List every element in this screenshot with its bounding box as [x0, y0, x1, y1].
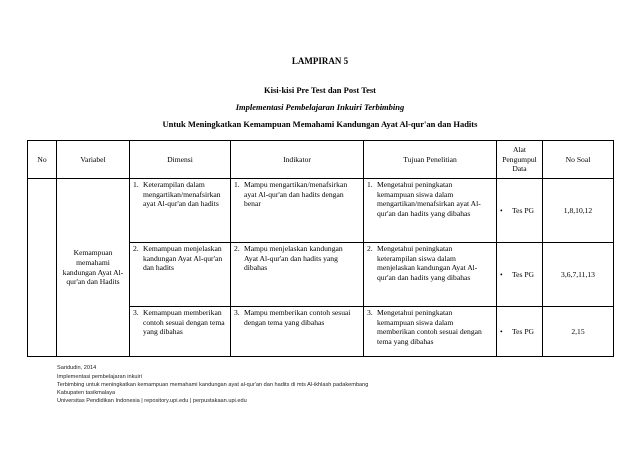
dimensi-text: Keterampilan dalam mengartikan/menafsirkan ayat Al-qur'an dan hadits [143, 180, 221, 209]
tujuan-number: 3. [367, 308, 373, 317]
dimensi-number: 1. [133, 180, 139, 189]
no-soal-cell: 2,15 [543, 307, 614, 357]
indikator-cell [231, 243, 364, 307]
column-header-indikator: Indikator [231, 141, 364, 179]
indikator-text: Mampu menjelaskan kandungan Ayat Al-qur'an dan hadits yang dibahas [244, 244, 343, 273]
indikator-number: 1. [234, 180, 240, 189]
dimensi-number: 3. [133, 308, 139, 317]
dimensi-text: Kemampuan memberikan contoh sesuai dengan tema yang dibahas [143, 308, 225, 337]
tujuan-text: Mengetahui peningkatan keterampilan siswa dalam menjelaskan kandungan Ayat Al-qur'an dan hadits yang dibahas [377, 244, 478, 282]
column-header-dimensi: Dimensi [130, 141, 231, 179]
tujuan-text: Mengetahui peningkatan kemampuan siswa dalam memberikan contoh sesuai dengan tema yang dibahas [377, 308, 482, 346]
tujuan-cell [364, 243, 497, 307]
indikator-number: 2. [234, 244, 240, 253]
column-header-no: No [28, 141, 57, 179]
no-soal-cell: 3,6,7,11,13 [543, 243, 614, 307]
alat-cell [497, 243, 543, 307]
dimensi-text: Kemampuan menjelaskan kandungan Ayat Al-qur'an dan hadits [143, 244, 223, 273]
table-header-row [28, 141, 614, 179]
tujuan-cell [364, 307, 497, 357]
bullet-icon: • [500, 269, 503, 279]
kisi-kisi-table [27, 140, 614, 357]
alat-cell [497, 307, 543, 357]
footer-location: Kabupaten tasikmalaya [57, 390, 116, 396]
variabel-cell: Kemampuan memahami kandungan Ayat Al-qur'an dan Hadits [57, 179, 130, 357]
indikator-text: Mampu memberikan contoh sesuai dengan tema yang dibahas [244, 308, 351, 327]
tujuan-number: 1. [367, 180, 373, 189]
dimensi-cell [130, 179, 231, 243]
no-cell [28, 179, 57, 357]
indikator-number: 3. [234, 308, 240, 317]
page-subtitle-1: Kisi-kisi Pre Test dan Post Test [263, 85, 377, 95]
dimensi-cell [130, 243, 231, 307]
bullet-icon: • [500, 205, 503, 215]
no-soal-cell: 1,8,10,12 [543, 179, 614, 243]
tujuan-number: 2. [367, 244, 373, 253]
tujuan-text: Mengetahui peningkatan kemampuan siswa dalam mengartikan/menafsirkan ayat Al-qur'an dan hadits yang dibahas [377, 180, 481, 218]
bullet-icon: • [500, 326, 503, 336]
column-header-tujuan: Tujuan Penelitian [364, 141, 497, 179]
alat-cell [497, 179, 543, 243]
column-header-alat: Alat Pengumpul Data [497, 141, 543, 179]
indikator-cell [231, 307, 364, 357]
footer-title-line2: Terbimbing untuk meningkatkan kemampuan memahami kandungan ayat al-qur'an dan hadits di mts Al-ikhlash padakembang [57, 382, 369, 388]
column-header-no-soal: No Soal [543, 141, 614, 179]
dimensi-number: 2. [133, 244, 139, 253]
page-subtitle-3: Untuk Meningkatkan Kemampuan Memahami Kandungan Ayat Al-qur'an dan Hadits [162, 119, 478, 129]
alat-text: Tes PG [512, 205, 535, 215]
alat-text: Tes PG [512, 269, 535, 279]
indikator-cell [231, 179, 364, 243]
column-header-variabel: Variabel [57, 141, 130, 179]
footer-author: Saridudin, 2014 [57, 365, 97, 371]
page-title: LAMPIRAN 5 [291, 56, 349, 66]
footer-title-line1: Implementasi pembelajaran inkuiri [57, 374, 142, 380]
table-row [28, 179, 614, 243]
tujuan-cell [364, 179, 497, 243]
dimensi-cell [130, 307, 231, 357]
footer-repository: Universitas Pendidikan Indonesia | repository.upi.edu | perpustakaan.upi.edu [57, 398, 247, 404]
page-subtitle-2: Implementasi Pembelajaran Inkuiri Terbimbing [235, 102, 405, 112]
indikator-text: Mampu mengartikan/menafsirkan ayat Al-qur'an dan hadits dengan benar [244, 180, 348, 209]
alat-text: Tes PG [512, 326, 535, 336]
